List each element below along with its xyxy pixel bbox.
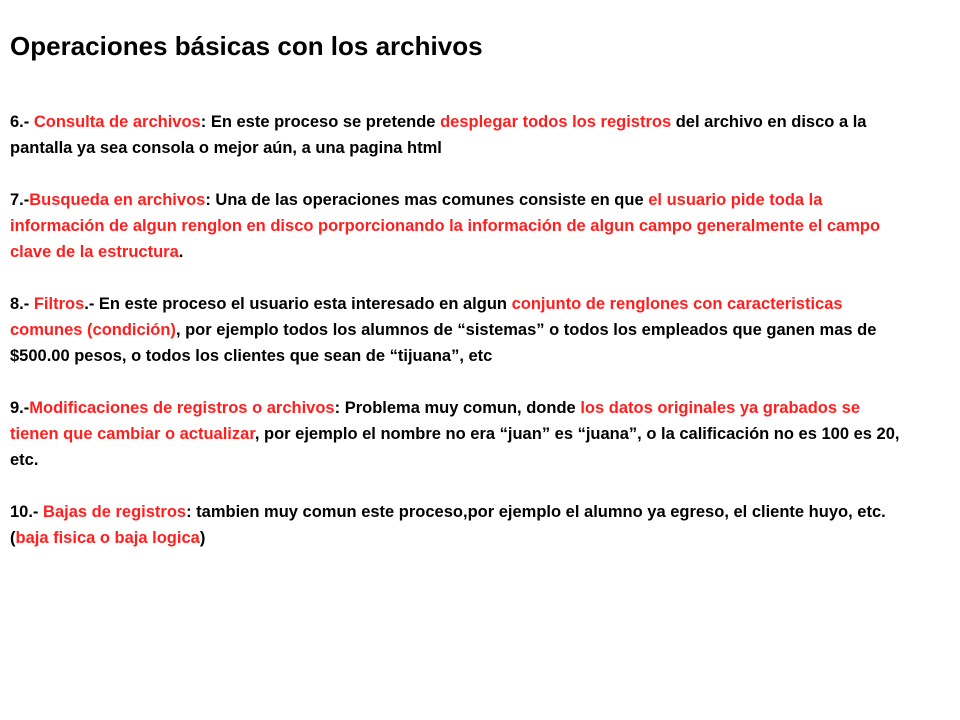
highlight-segment: el usuario pide toda la información de algun renglon en disco porporcionando la información de algun campo generalmente el campo clave de la estructura [10, 191, 881, 261]
page-title: Operaciones básicas con los archivos [10, 31, 483, 61]
text-segment: 7.- [10, 191, 30, 209]
text-segment: , por ejemplo todos los alumnos de “sistemas” o todos los empleados que ganen mas de $500.00 pesos, o todos los clientes que sean de “tijuana”, etc [10, 321, 877, 365]
text-segment: : Problema muy comun, donde [334, 399, 581, 417]
highlight-segment: desplegar todos los registros [440, 113, 672, 131]
highlight-segment: baja fisica o baja logica [15, 529, 200, 547]
highlight-segment: Bajas de registros [43, 503, 187, 521]
text-segment: : Una de las operaciones mas comunes consiste en que [205, 191, 649, 209]
highlight-segment: conjunto de renglones con caracteristicas comunes (condición) [10, 295, 843, 339]
highlight-segment: los datos originales ya grabados se tienen que cambiar o actualizar [10, 399, 860, 443]
paragraph-filtros [10, 291, 910, 369]
text-segment: del archivo en disco a la pantalla ya sea consola o mejor aún, a una pagina html [10, 113, 867, 157]
slide-body [10, 109, 910, 577]
highlight-segment: Consulta de archivos [33, 113, 201, 131]
text-segment: 6.- [10, 113, 34, 131]
paragraph-consulta [10, 109, 910, 161]
paragraph-bajas [10, 499, 910, 551]
paragraph-busqueda [10, 187, 910, 265]
highlight-segment: Modificaciones de registros o archivos [29, 399, 335, 417]
text-segment: : En este proceso se pretende [200, 113, 441, 131]
highlight-segment: Filtros [33, 295, 85, 313]
text-segment: . [178, 243, 184, 261]
paragraph-modificaciones [10, 395, 910, 473]
text-segment: 10.- [10, 503, 44, 521]
text-segment: , por ejemplo el nombre no era “juan” es “juana”, o la calificación no es 100 es 20, etc. [10, 425, 900, 469]
text-segment: .- En este proceso el usuario esta interesado en algun [84, 295, 512, 313]
text-segment: ) [199, 529, 206, 547]
text-segment: 9.- [10, 399, 30, 417]
text-segment: : tambien muy comun este proceso,por ejemplo el alumno ya egreso, el cliente huyo, etc. ( [10, 503, 886, 547]
highlight-segment: Busqueda en archivos [29, 191, 206, 209]
text-segment: 8.- [10, 295, 34, 313]
